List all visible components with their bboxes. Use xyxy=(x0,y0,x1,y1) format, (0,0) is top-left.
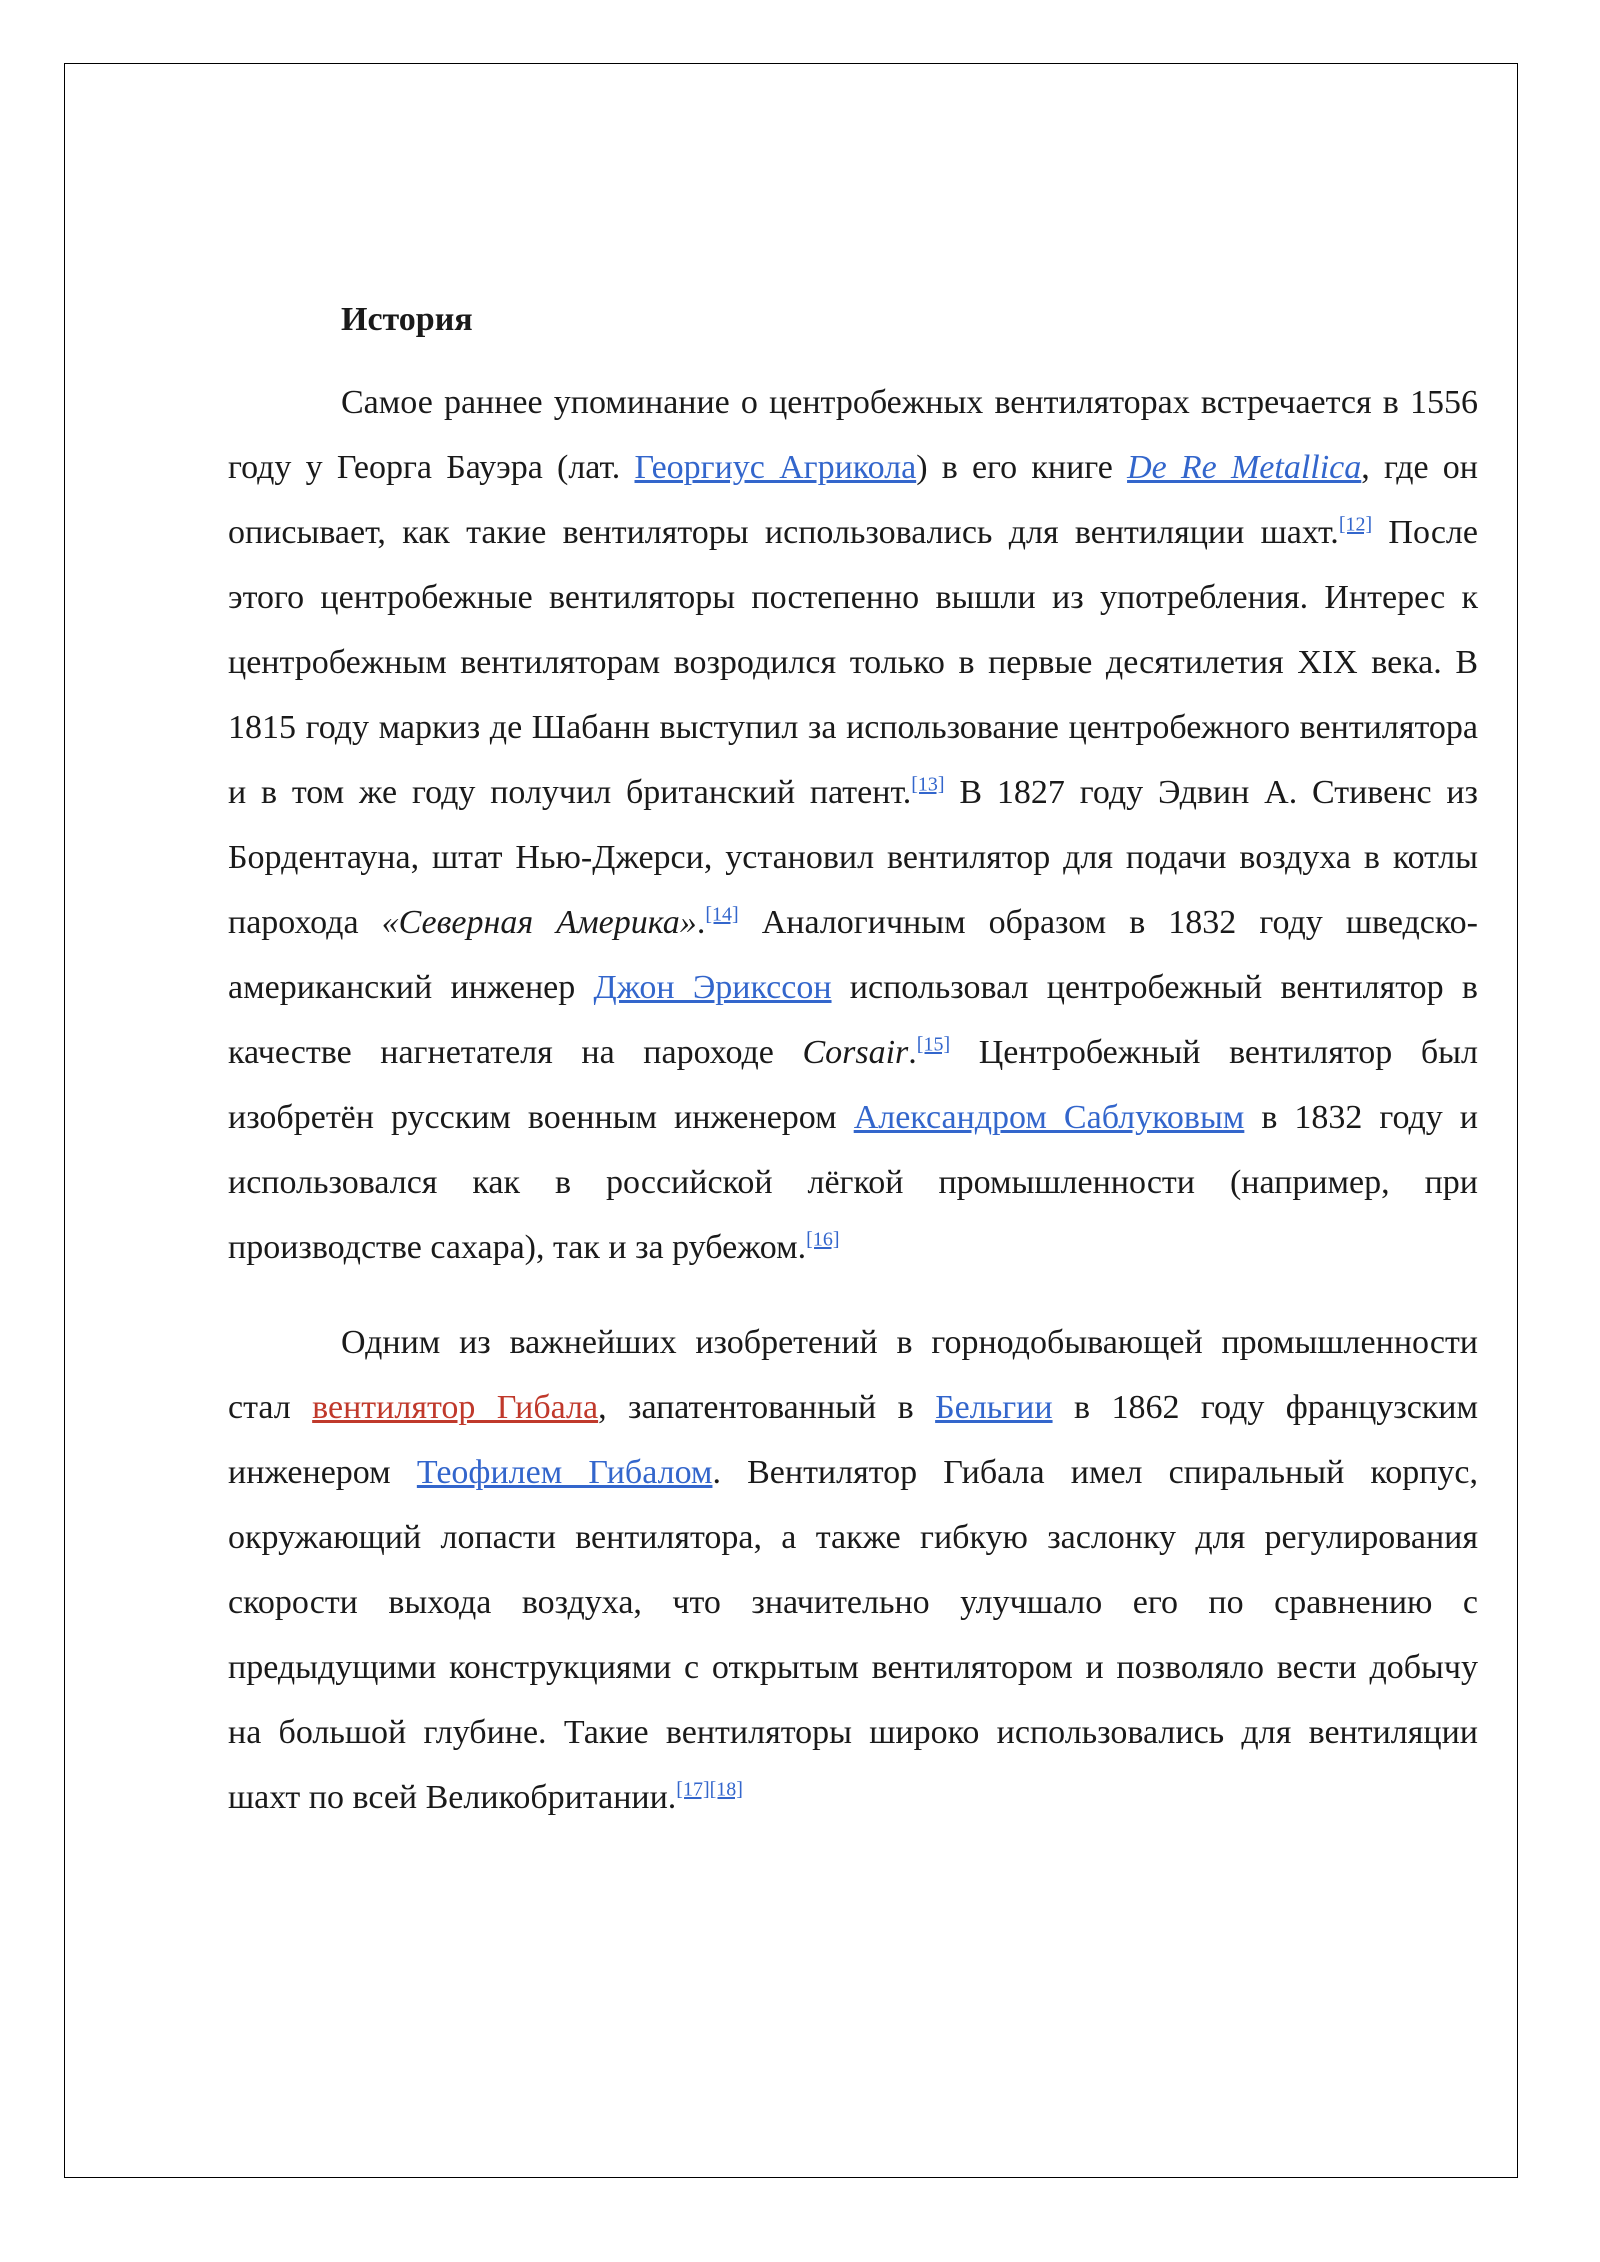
section-heading: История xyxy=(341,301,473,338)
link-guibal-fan[interactable]: вентилятор Гибала xyxy=(312,1389,599,1426)
link-sablukov[interactable]: Александром Саблуковым xyxy=(853,1099,1245,1136)
link-theophile-guibal[interactable]: Теофилем Гибалом xyxy=(416,1454,713,1491)
document-body xyxy=(228,290,1478,1830)
paragraph-history-2: Одним из важнейших изобретений в горнодобывающей промышленности стал вентилятор Гибала, запатентованный в Бельгии в 1862 году французским инженером Теофилем Гибалом. Вентилятор Гибала имел спиральный корпус, окружающий лопасти вентилятора, а также гибкую заслонку для регулирования скорости выхода воздуха, что значительно улучшало его по сравнению с предыдущими конструкциями с открытым вентилятором и позволяло вести добычу на большой глубине. Такие вентиляторы широко использовались для вентиляции шахт по всей Великобритании.[17][18] xyxy=(228,1324,1479,1816)
footnote-ref-12[interactable]: [12] xyxy=(1338,513,1373,536)
ship-name-corsair: Corsair xyxy=(802,1034,909,1071)
footnote-ref-17[interactable]: [17] xyxy=(676,1778,710,1801)
link-belgium[interactable]: Бельгии xyxy=(935,1389,1053,1426)
footnote-ref-16[interactable]: [16] xyxy=(806,1228,840,1251)
link-agricola[interactable]: Георгиус Агрикола xyxy=(634,449,917,486)
footnote-ref-13[interactable]: [13] xyxy=(911,773,945,796)
paragraph-history-1: Самое раннее упоминание о центробежных вентиляторах встречается в 1556 году у Георга Бауэра (лат. Георгиус Агрикола) в его книге De Re Metallica, где он описывает, как такие вентиляторы использовались для вентиляции шахт.[12] После этого центробежные вентиляторы постепенно вышли из употребления. Интерес к центробежным вентиляторам возродился только в первые десятилетия XIX века. В 1815 году маркиз де Шабанн выступил за использование центробежного вентилятора и в том же году получил британский патент.[13] В 1827 году Эдвин А. Стивенс из Бордентауна, штат Нью-Джерси, установил вентилятор для подачи воздуха в котлы парохода «Северная Америка».[14] Аналогичным образом в 1832 году шведско-американский инженер Джон Эрикссон использовал центробежный вентилятор в качестве нагнетателя на пароходе Corsair.[15] Центробежный вентилятор был изобретён русским военным инженером Александром Саблуковым в 1832 году и использовался как в российской лёгкой промышленности (например, при производстве сахара), так и за рубежом.[16] xyxy=(228,384,1479,1266)
link-john-ericsson[interactable]: Джон Эрикссон xyxy=(593,969,832,1006)
footnote-ref-15[interactable]: [15] xyxy=(916,1033,951,1056)
link-de-re-metallica[interactable]: De Re Metallica xyxy=(1127,449,1362,486)
ship-name-north-america: «Северная Америка» xyxy=(381,904,697,941)
footnote-ref-18[interactable]: [18] xyxy=(709,1778,743,1801)
footnote-ref-14[interactable]: [14] xyxy=(705,903,739,926)
